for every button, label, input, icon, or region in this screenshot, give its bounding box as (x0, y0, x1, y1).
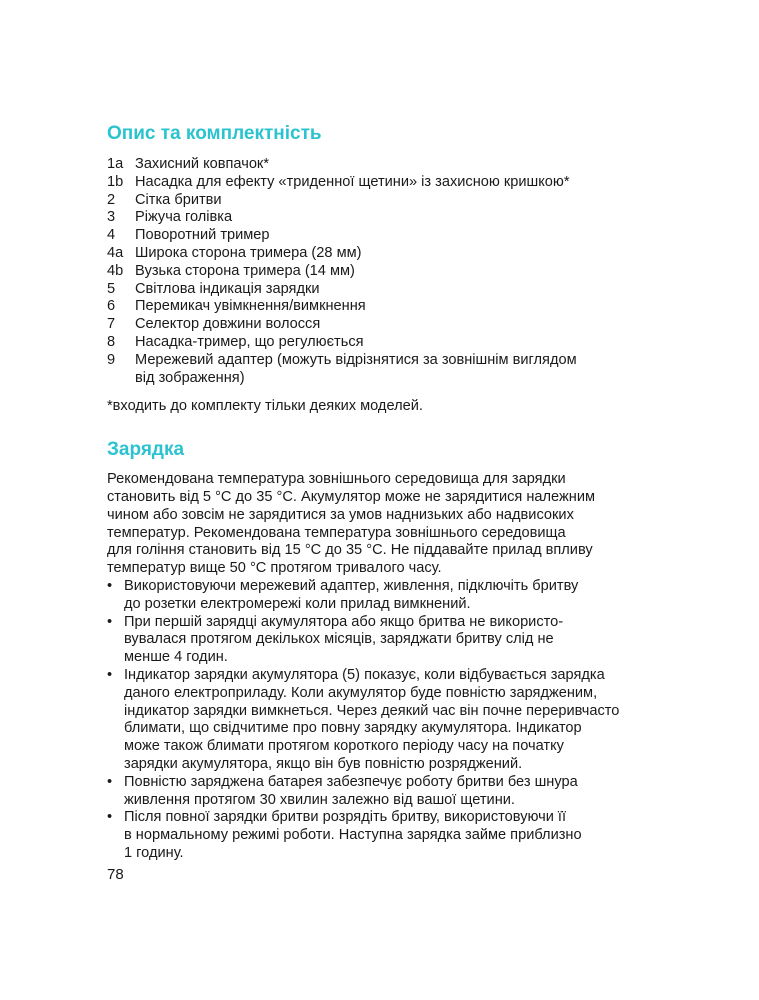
list-item (107, 209, 667, 227)
section-title-description: Опис та комплектність (107, 123, 322, 144)
list-item (107, 316, 667, 334)
item-number: 4b (107, 262, 124, 279)
parts-list (107, 156, 667, 387)
charging-paragraph: Рекомендована температура зовнішнього середовища для зарядки становить від 5 °C до 35 °C. Акумулятор може не зарядитися належним чином або зовсім не зарядитися за умов наднизьких або надвисоких температур. Рекомендована температура зовнішнього середовища для гоління становить від 15 °C до 35 °C. Не піддавайте прилад впливу температур вище 50 °C протягом тривалого часу. (107, 471, 596, 577)
list-item (107, 263, 667, 281)
item-number: 1a (107, 156, 124, 172)
list-item (107, 174, 667, 192)
item-number: 8 (107, 333, 116, 350)
bullet-text: Повністю заряджена батарея забезпечує роботу бритви без шнура живлення протягом 30 хвилин залежно від вашої щетини. (124, 773, 578, 808)
list-item (107, 281, 667, 299)
bullet-symbol: • (107, 666, 113, 683)
list-item (107, 352, 667, 388)
bullet-symbol: • (107, 613, 113, 630)
item-number: 6 (107, 298, 116, 315)
item-number: 1b (107, 173, 124, 190)
footnote: *входить до комплекту тільки деяких моделей. (107, 398, 423, 415)
item-text: Насадка для ефекту «триденної щетини» із захисною кришкою* (135, 173, 570, 190)
item-text: Широка сторона тримера (28 мм) (135, 244, 362, 261)
bullet-text: Використовуючи мережевий адаптер, живлення, підключіть бритву до розетки електромережі коли прилад вимкнений. (124, 577, 579, 612)
item-text: Сітка бритви (135, 191, 222, 208)
list-item (107, 156, 667, 174)
bullet-symbol: • (107, 809, 113, 826)
item-text: Захисний ковпачок* (135, 156, 269, 172)
bullet-item (107, 774, 667, 810)
document-page (107, 118, 667, 863)
bullet-text: При першій зарядці акумулятора або якщо бритва не використо- вувалася протягом декількох місяців, заряджати бритву слід не менше 4 годин. (124, 613, 564, 666)
list-item (107, 334, 667, 352)
item-text: Вузька сторона тримера (14 мм) (135, 262, 355, 279)
item-number: 4 (107, 227, 116, 244)
bullet-text: Після повної зарядки бритви розрядіть бритву, використовуючи її в нормальному режимі роботи. Наступна зарядка займе приблизно 1 годину. (124, 809, 582, 861)
bullet-item (107, 614, 667, 667)
item-text: Насадка-тример, що регулюється (135, 333, 364, 350)
item-text: Світлова індикація зарядки (135, 280, 320, 297)
list-item (107, 298, 667, 316)
item-number: 3 (107, 209, 116, 226)
item-text: Селектор довжини волосся (135, 316, 321, 333)
bullet-item (107, 809, 667, 862)
bullet-symbol: • (107, 577, 113, 594)
item-number: 4a (107, 244, 124, 261)
item-text: Перемикач увімкнення/вимкнення (135, 298, 366, 315)
page-number: 78 (107, 866, 124, 883)
bullet-item (107, 578, 667, 614)
bullet-text: Індикатор зарядки акумулятора (5) показує, коли відбувається зарядка даного електроприладу. Коли акумулятор буде повністю зарядженим, індикатор зарядки вимкнеться. Через деякий час він почне переривчасто блимати, що свідчитиме про повну зарядку акумулятора. Індикатор може також блимати протягом короткого періоду часу на початку зарядки акумулятора, якщо він був повністю розряджений. (124, 666, 620, 772)
list-item (107, 227, 667, 245)
bullet-symbol: • (107, 773, 113, 790)
list-item (107, 245, 667, 263)
item-text: Поворотний тример (135, 227, 270, 244)
bullet-item (107, 667, 667, 774)
charging-bullets (107, 578, 667, 863)
item-number: 5 (107, 280, 116, 297)
item-text: Мережевий адаптер (можуть відрізнятися за зовнішнім виглядом від зображення) (135, 351, 577, 386)
item-number: 2 (107, 191, 116, 208)
list-item (107, 192, 667, 210)
item-number: 9 (107, 351, 116, 368)
item-number: 7 (107, 316, 116, 333)
item-text: Ріжуча голівка (135, 209, 233, 226)
section-title-charging: Зарядка (107, 439, 185, 461)
